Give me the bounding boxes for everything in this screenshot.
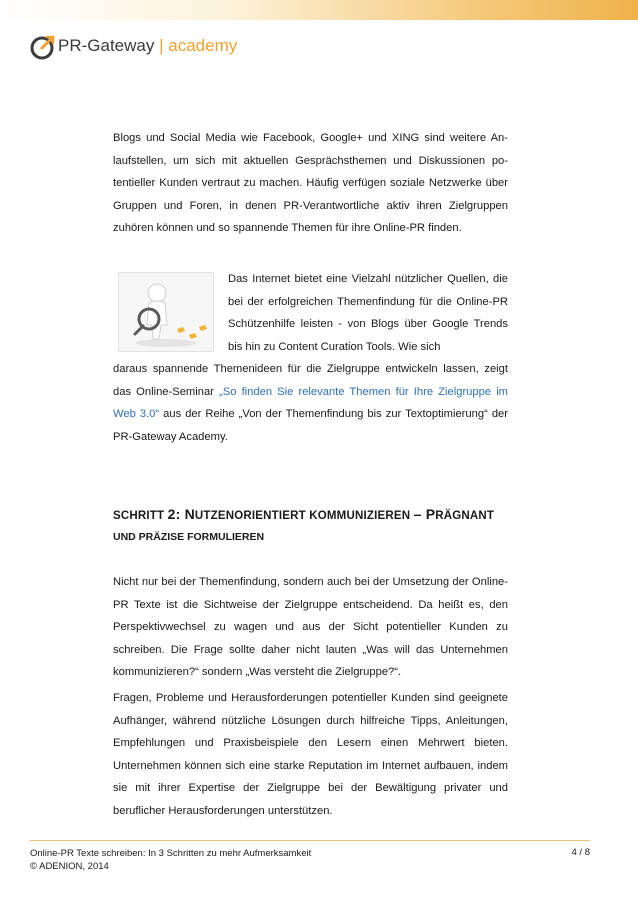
seminar-link[interactable]: „So finden Sie relevante Themen für Ihre Zielgruppe im Web 3.0“ (113, 385, 508, 420)
paragraph-customer-problems: Fragen, Probleme und Herausforderungen potentieller Kunden sind geeignete Aufhänger, während nützliche Lösungen durch hilfreiche Tipps, Anleitungen, Empfehlungen und Praxisbeispiele den Lesern einen Mehrwert bieten. Unternehmen können sich eine starke Reputation im Internet aufbauen, indem sie mit ihrer Expertise der Zielgruppe bei der Bewältigung privater und beruflicher Herausforderungen unterstützen. (113, 692, 508, 817)
footer-copyright: © ADENION, 2014 (30, 861, 109, 872)
section-heading (113, 506, 508, 522)
paragraph-target-perspective: Nicht nur bei der Themenfindung, sondern auch bei der Umsetzung der Online-PR Texte ist die Sichtweise der Zielgruppe entscheidend. Da heißt es, den Perspektivwechsel zu wagen und aus der Sicht potentieller Kunden zu schreiben. Die Frage sollte daher nicht lauten „Was will das Unternehmen kommunizieren?“ sondern „Was versteht die Zielgruppe?“. (113, 576, 508, 678)
seminar-text-after: aus der Reihe „Von der Themenfindung bis zur Textoptimierung“ der PR-Gateway Academy. (113, 408, 508, 443)
heading-part: RÄGNANT (435, 510, 495, 522)
logo-sub: academy (168, 36, 238, 55)
heading-part: 2: N (167, 506, 195, 522)
magnifier-person-icon (119, 273, 213, 351)
page-number: 4 / 8 (571, 847, 590, 858)
paragraph-social-media: Blogs und Social Media wie Facebook, Google+ und XING sind weitere Anlaufstellen, um sich mit aktuellen Gesprächsthemen und Diskussionen potentieller Kunden vertraut zu machen. Häufig verfügen soziale Netzwerke über Gruppen und Foren, in denen PR-Verantwortliche aktiv ihren Zielgruppen zuhören können und so spannende Themen für ihre Online-PR finden. (113, 132, 508, 234)
top-accent-bar (0, 0, 638, 20)
section-heading-line2: UND PRÄZISE FORMULIEREN (113, 531, 265, 543)
pr-gateway-logo (30, 34, 240, 68)
paragraph-online-seminar (113, 358, 508, 448)
logo-name: PR-Gateway (58, 36, 155, 55)
seminar-text-before: daraus spannende Themenideen für die Zielgruppe entwickeln lassen, zeigt das Online-Seminar (113, 363, 508, 398)
footer-info (30, 847, 311, 873)
heading-part: SCHRITT (113, 510, 168, 522)
paragraph-internet-sources: Das Internet bietet eine Vielzahl nützlicher Quellen, die bei der erfolgreichen Themenfindung für die Online-PR Schützenhilfe leisten - von Blogs über Google Trends bis hin zu Content Curation Tools. Wie sich (228, 273, 508, 353)
heading-part: UTZENORIENTIERT KOMMUNIZIEREN (194, 510, 414, 522)
logo-separator: | (159, 36, 164, 55)
footer-title: Online-PR Texte schreiben: In 3 Schritten zu mehr Aufmerksamkeit (30, 848, 312, 859)
logo-gear-icon (30, 34, 56, 60)
logo-wordmark (58, 36, 237, 56)
footer-divider (30, 840, 590, 841)
figure-search-illustration (118, 272, 214, 352)
heading-part: – P (413, 506, 436, 522)
